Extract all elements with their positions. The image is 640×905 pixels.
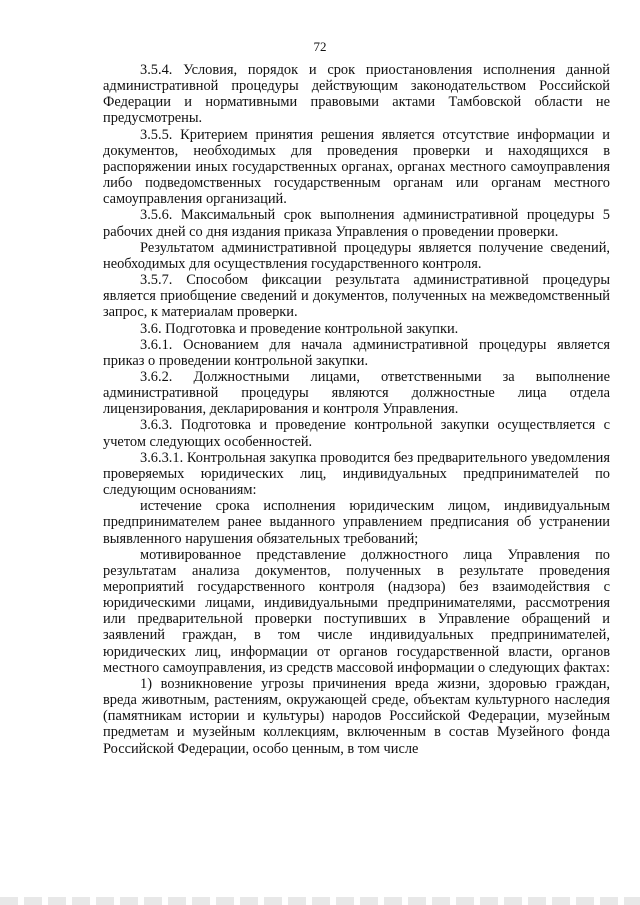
paragraph-3-6-1: 3.6.1. Основанием для начала административной процедуры является приказ о проведении контрольной закупки. — [103, 336, 610, 369]
paragraph-3-6: 3.6. Подготовка и проведение контрольной закупки. — [140, 320, 459, 337]
paragraph-3-5-6: 3.5.6. Максимальный срок выполнения административной процедуры 5 рабочих дней со дня издания приказа Управления о проведении проверки. — [103, 207, 610, 240]
paragraph-item-1: 1) возникновение угрозы причинения вреда жизни, здоровью граждан, вреда животным, растениям, окружающей среде, объектам культурного наследия (памятникам истории и культуры) народов Российской Федерации, музейным предметам и музейным коллекциям, включенным в состав Музейного фонда Российской Федерации, особо ценным, в том числе — [103, 675, 610, 757]
scan-edge-artifact — [0, 897, 640, 905]
paragraph-3-5-5: 3.5.5. Критерием принятия решения является отсутствие информации и документов, необходимых для проведения проверки и находящихся в распоряжении иных государственных органах, органах местного самоуправления либо подведомственных государственным органам или органам местного самоуправления организаций. — [103, 126, 610, 208]
paragraph-3-6-2: 3.6.2. Должностными лицами, ответственными за выполнение административной процедуры являются должностные лица отдела лицензирования, декларирования и контроля Управления. — [103, 368, 610, 418]
paragraph-3-6-3-1: 3.6.3.1. Контрольная закупка проводится без предварительного уведомления проверяемых юридических лиц, индивидуальных предпринимателей по следующим основаниям: — [103, 449, 610, 499]
page-number: 72 — [313, 39, 327, 54]
paragraph-3-5-4: 3.5.4. Условия, порядок и срок приостановления исполнения данной административной процедуры действующим законодательством Российской Федерации и нормативными правовыми актами Тамбовской области не предусмотрены. — [103, 62, 610, 127]
paragraph-3-6-3: 3.6.3. Подготовка и проведение контрольной закупки осуществляется с учетом следующих особенностей. — [103, 417, 610, 450]
paragraph-result: Результатом административной процедуры является получение сведений, необходимых для осуществления государственного контроля. — [103, 239, 610, 272]
paragraph-3-5-7: 3.5.7. Способом фиксации результата административной процедуры является приобщение сведений и документов, полученных на межведомственный запрос, к материалам проверки. — [103, 272, 610, 321]
paragraph-ground-motivated: мотивированное представление должностного лица Управления по результатам анализа документов, полученных в результате проведения мероприятий государственного контроля (надзора) без взаимодействия с юридическими лицами, индивидуальными предпринимателями, рассмотрения или предварительной проверки поступивших в Управление обращений и заявлений граждан, в том числе индивидуальных предпринимателей, юридических лиц, информации от органов государственной власти, органов местного самоуправления, из средств массовой информации о следующих фактах: — [103, 546, 611, 676]
document-body — [103, 62, 610, 757]
paragraph-ground-expiry: истечение срока исполнения юридическим лицом, индивидуальным предпринимателем ранее выданного управлением предписания об устранении выявленного нарушения обязательных требований; — [103, 498, 610, 547]
